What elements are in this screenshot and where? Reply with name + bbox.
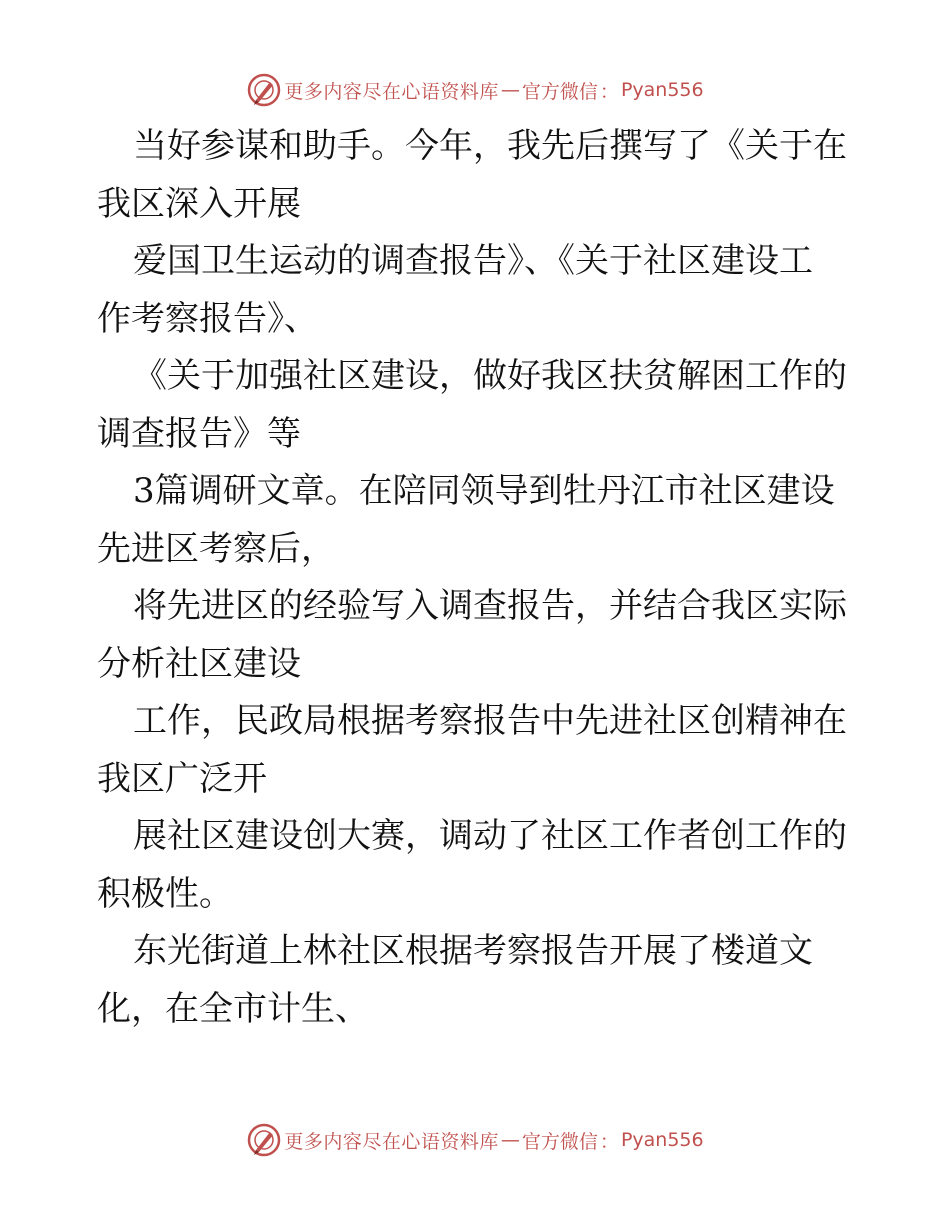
paragraph xyxy=(97,923,857,1038)
paragraph-line: 工作，民政局根据考察报告中先进社区创精神在 xyxy=(133,701,847,741)
paragraph-line: 我区深入开展 xyxy=(97,183,301,224)
paragraph xyxy=(97,808,857,923)
paragraph-line: 3篇调研文章。在陪同领导到牡丹江市社区建设 xyxy=(133,471,835,511)
paragraph-line: 将先进区的经验写入调查报告，并结合我区实际 xyxy=(133,586,847,626)
paragraph-line: 东光街道上林社区根据考察报告开展了楼道文 xyxy=(133,931,813,971)
paragraph xyxy=(97,578,857,693)
banner-separator: ： xyxy=(599,1130,619,1153)
paragraph-line: 我区广泛开 xyxy=(97,758,267,799)
paragraph xyxy=(97,118,857,233)
banner-text: 更多内容尽在心语资料库 xyxy=(284,80,499,103)
pen-logo-icon xyxy=(246,1122,282,1158)
paragraph xyxy=(97,463,857,578)
paragraph-line: 当好参谋和助手。今年，我先后撰写了《关于在 xyxy=(133,126,847,166)
paragraph-line: 展社区建设创大赛，调动了社区工作者创工作的 xyxy=(133,816,847,856)
pen-logo-icon xyxy=(246,72,282,108)
banner-official: 官方微信 xyxy=(521,1130,598,1153)
paragraph-line: 调查报告》等 xyxy=(97,413,301,454)
paragraph-line: 《关于加强社区建设，做好我区扶贫解困工作的 xyxy=(133,356,847,396)
banner-official: 官方微信 xyxy=(521,80,598,103)
footer-banner xyxy=(0,1120,950,1160)
paragraph xyxy=(97,348,857,463)
paragraph-line: 爱国卫生运动的调查报告》、《关于社区建设工 xyxy=(133,241,813,281)
banner-wechat-id: Pyan556 xyxy=(620,79,704,101)
paragraph-line: 分析社区建设 xyxy=(97,643,301,684)
paragraph-line: 化，在全市计生、 xyxy=(97,988,369,1029)
paragraph-line: 积极性。 xyxy=(97,873,233,914)
document-body xyxy=(97,118,857,1038)
paragraph xyxy=(97,233,857,348)
banner-dash: — xyxy=(500,79,520,101)
paragraph xyxy=(97,693,857,808)
paragraph-line: 作考察报告》、 xyxy=(97,298,318,339)
banner-separator: ： xyxy=(599,80,619,103)
header-banner xyxy=(0,70,950,110)
banner-dash: — xyxy=(500,1129,520,1151)
paragraph-line: 先进区考察后， xyxy=(97,528,335,569)
banner-text: 更多内容尽在心语资料库 xyxy=(284,1130,499,1153)
banner-wechat-id: Pyan556 xyxy=(620,1129,704,1151)
